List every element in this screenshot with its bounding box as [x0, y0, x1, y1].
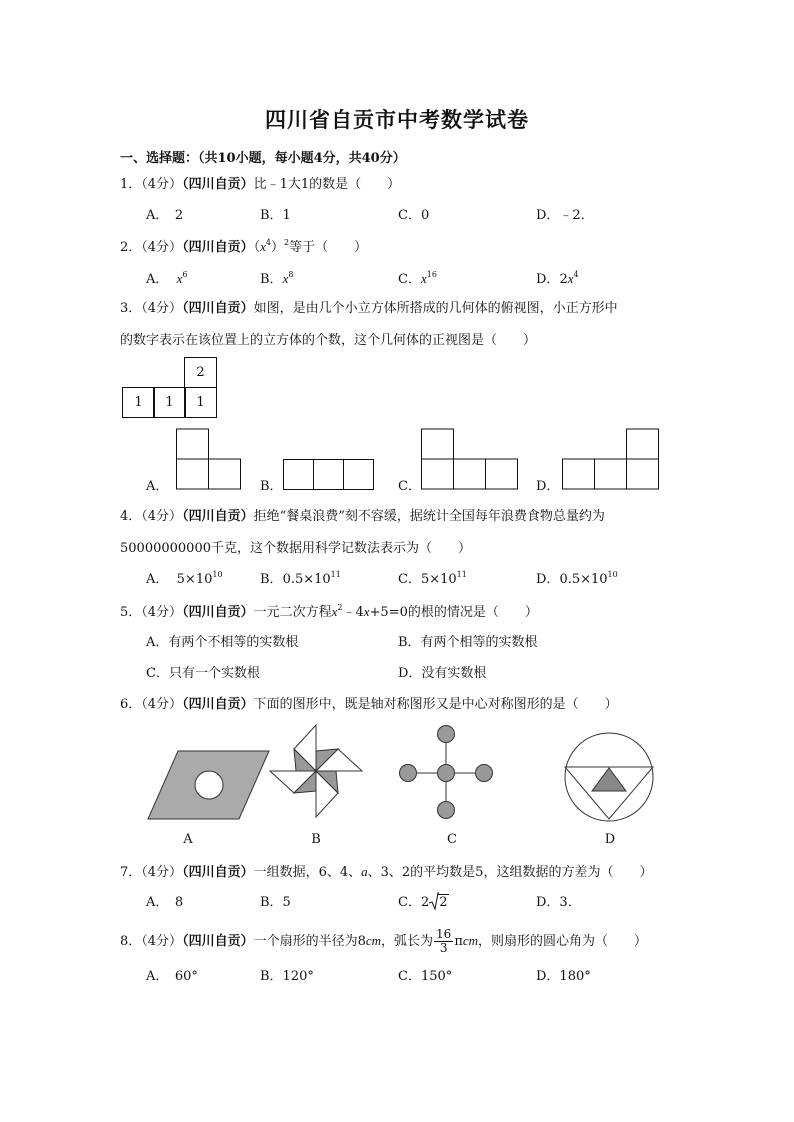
q7-option-d: D．3．: [536, 895, 581, 910]
q5-option-b: B．有两个相等的实数根: [398, 635, 538, 650]
q6-label-a: A: [183, 832, 193, 847]
q5-option-d: D．没有实数根: [398, 666, 487, 681]
grid-cell: 1: [184, 387, 217, 418]
q4-option-a: A． $5\times 10^{10}$: [146, 570, 223, 587]
q7-option-a: A． 8: [146, 895, 184, 910]
q-score: （4分）: [141, 697, 183, 712]
q3-option-d-label: D．: [536, 479, 560, 494]
q-stem-line1: 拒绝“餐桌浪费”刻不容缓，据统计全国每年浪费食物总量约为: [253, 509, 605, 524]
q-score: （4分）: [141, 865, 183, 880]
q-stem: 等于（ ）: [289, 240, 368, 255]
q-source: （四川自贡）: [182, 177, 254, 192]
q-source: （四川自贡）: [182, 934, 254, 949]
q-source: （四川自贡）: [182, 697, 254, 712]
q8-option-a: A． 60°: [146, 969, 198, 984]
q-number: 1．: [120, 177, 142, 192]
question-6: [120, 696, 618, 714]
q-source: （四川自贡）: [182, 509, 254, 524]
q2-option-c: C．$x^{16}$: [398, 270, 437, 287]
q3-option-a-label: A．: [146, 479, 169, 494]
q6-label-c: C: [447, 832, 457, 847]
q2-option-a: A． $x^6$: [146, 270, 188, 287]
q5-option-a: A．有两个不相等的实数根: [146, 635, 299, 650]
exponent: 2: [283, 238, 290, 247]
q3-option-b-figure: [283, 459, 375, 493]
q8-option-d: D．180°: [536, 969, 591, 984]
q6-figure-c-circles-cross: [396, 722, 496, 822]
q6-figure-a-parallelogram: [148, 750, 270, 820]
question-4: [120, 508, 605, 526]
question-3: [120, 300, 618, 318]
q-score: （4分）: [141, 177, 183, 192]
q-source: （四川自贡）: [182, 301, 254, 316]
q-score: （4分）: [141, 240, 183, 255]
q2-option-d: D．$2x^4$: [536, 270, 579, 287]
q-number: 8．: [120, 934, 142, 949]
q-source: （四川自贡）: [182, 240, 254, 255]
q3-option-a-figure: [176, 428, 242, 492]
q2-option-b: B．$x^8$: [260, 270, 294, 287]
q4-option-d: D．$0.5\times 10^{10}$: [536, 570, 618, 587]
q-score: （4分）: [141, 509, 183, 524]
q-number: 3．: [120, 301, 142, 316]
q-number: 6．: [120, 697, 142, 712]
q4-stem-line2: 50000000000千克，这个数据用科学记数法表示为（ ）: [120, 541, 471, 556]
question-2: 2．（4分）（四川自贡）$(x^4)^2$等于（ ）: [120, 238, 368, 255]
question-1: [120, 176, 400, 194]
radical-sign-icon: [429, 893, 439, 911]
q3-option-c-figure: [421, 428, 519, 492]
q6-figure-d-circle-triangle: [558, 733, 660, 825]
question-5: 5．（4分）（四川自贡）一元二次方程$x^2﹣4x+5=0$的根的情况是（ ）: [120, 603, 538, 620]
q-number: 7．: [120, 865, 142, 880]
q7-option-b: B．5: [260, 895, 291, 910]
grid-cell: 2: [184, 357, 217, 388]
q-score: （4分）: [141, 301, 183, 316]
q1-option-d: D．﹣2．: [536, 208, 594, 223]
q-number: 5．: [120, 605, 142, 620]
q-stem: 比﹣1大1的数是（ ）: [253, 177, 401, 192]
q1-option-c: C．0: [398, 208, 430, 223]
q6-figure-b-pinwheel: [268, 722, 366, 822]
grid-cell: 1: [122, 387, 155, 418]
q3-option-c-label: C．: [398, 479, 421, 494]
q-source: （四川自贡）: [182, 865, 254, 880]
q-stem-line1: 如图，是由几个小立方体所搭成的几何体的俯视图，小正方形中: [253, 301, 618, 316]
q3-option-d-figure: [562, 428, 660, 492]
q-score: （4分）: [141, 934, 183, 949]
q4-option-c: C．$5\times 10^{11}$: [398, 570, 467, 587]
fraction: $\frac{16}{3}$: [436, 927, 452, 955]
q-stem: 下面的图形中，既是轴对称图形又是中心对称图形的是（ ）: [253, 697, 618, 712]
q-source: （四川自贡）: [182, 605, 254, 620]
q6-label-d: D: [604, 832, 616, 847]
section-header: 一、选择题：（共10小题，每小题4分，共40分）: [120, 151, 406, 166]
q3-option-b-label: B．: [260, 479, 283, 494]
q7-option-c: C．2 2: [398, 895, 448, 910]
q-number: 4．: [120, 509, 142, 524]
q5-option-c: C．只有一个实数根: [146, 666, 260, 681]
q3-top-view-figure: [122, 357, 218, 417]
question-7: 7．（4分）（四川自贡）一组数据，6、4、a、3、2的平均数是5，这组数据的方差为（ ）: [120, 864, 653, 880]
q6-label-b: B: [311, 832, 321, 847]
question-8: 8．（4分）（四川自贡）一个扇形的半径为8cm，弧长为 $\frac{16}{3}$ πcm，则扇形的圆心角为（ ）: [120, 927, 648, 955]
q1-option-b: B．1: [260, 208, 291, 223]
var-x: x: [260, 239, 266, 254]
q8-option-b: B．120°: [260, 969, 314, 984]
q-score: （4分）: [141, 605, 183, 620]
q4-option-b: B．$0.5\times 10^{11}$: [260, 570, 341, 587]
q3-stem-line2: 的数字表示在该位置上的立方体的个数，这个几何体的正视图是（ ）: [120, 333, 537, 348]
grid-cell: 1: [153, 387, 186, 418]
q8-option-c: C．150°: [398, 969, 453, 984]
exponent: 4: [265, 238, 271, 247]
page-title: 四川省自贡市中考数学试卷: [265, 107, 529, 132]
q1-option-a: A． 2: [146, 208, 184, 223]
q-number: 2．: [120, 240, 142, 255]
